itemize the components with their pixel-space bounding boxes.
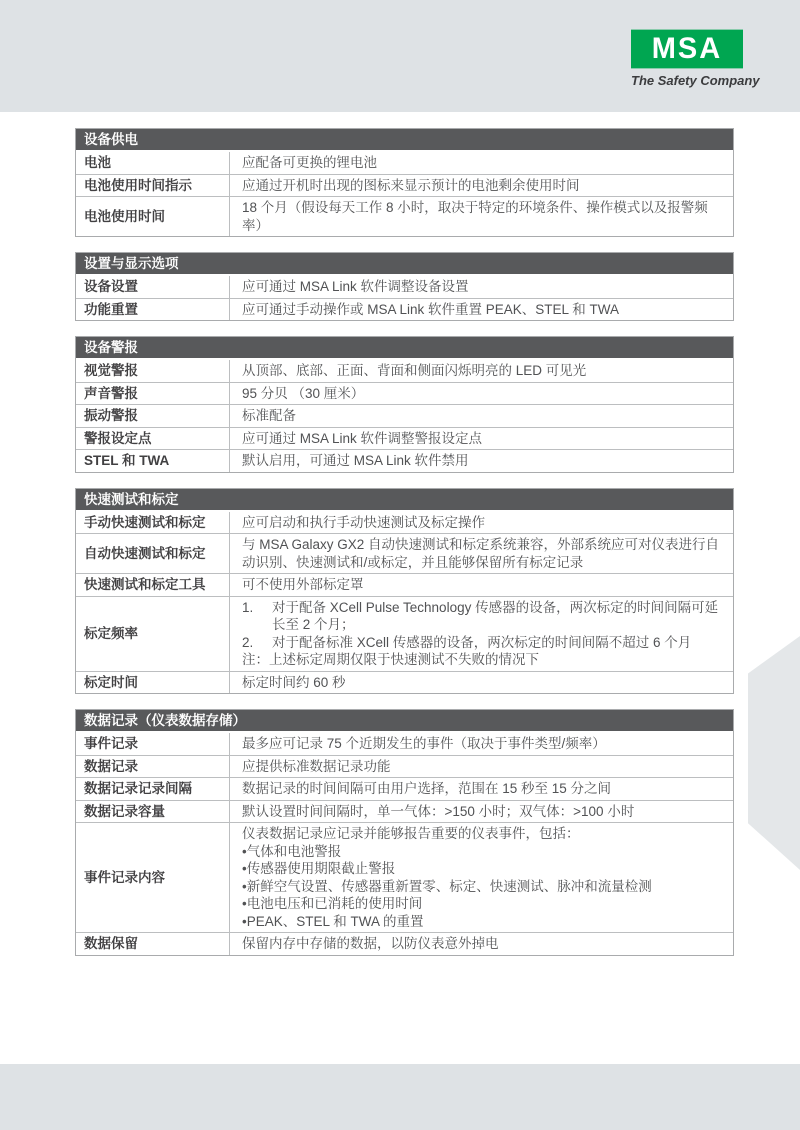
table-row [76,196,733,236]
msa-logo-mark [631,30,743,69]
row-value: 应可通过手动操作或 MSA Link 软件重置 PEAK、STEL 和 TWA [242,301,620,317]
table-row [76,533,733,573]
row-label: 电池使用时间指示 [76,175,230,197]
row-label: 设备设置 [76,276,230,298]
table-section-title: 快速测试和标定 [76,489,733,512]
row-value: 应配备可更换的锂电池 [242,155,377,170]
row-label: 数据记录记录间隔 [76,778,230,800]
bullet-item: •气体和电池警报 [242,843,342,859]
bullet-item: •PEAK、STEL 和 TWA 的重置 [242,913,424,929]
row-value: 应通过开机时出现的图标来显示预计的电池剩余使用时间 [242,177,580,193]
table-row [76,404,733,427]
row-label: 振动警报 [76,405,230,427]
numbered-item [242,634,725,652]
table-row [76,671,733,694]
row-value: 标准配备 [242,408,296,423]
row-label: 手动快速测试和标定 [76,512,230,534]
item-number: 1. [242,599,254,615]
row-label: 电池 [76,152,230,174]
row-label: 事件记录 [76,733,230,755]
table-row [76,932,733,955]
table-row [76,596,733,671]
spec-table [75,336,734,473]
table-section-title: 设备警报 [76,337,733,360]
table-row [76,512,733,534]
row-label: 功能重置 [76,299,230,321]
table-row [76,777,733,800]
table-row [76,573,733,596]
table-row [76,360,733,382]
bottom-band-decoration [0,1064,800,1130]
top-band-decoration [0,0,800,112]
row-value: 应可通过 MSA Link 软件调整警报设定点 [242,430,483,446]
row-value: 默认设置时间间隔时，单一气体：>150 小时；双气体：>100 小时 [242,803,635,819]
row-value: 与 MSA Galaxy GX2 自动快速测试和标定系统兼容，外部系统应可对仪表进行自动识别、快速测试和/或标定，并且能够保留所有标定记录 [242,537,720,570]
numbered-item [242,599,725,634]
msa-logo [631,30,761,88]
row-value: 标定时间约 60 秒 [242,674,346,690]
spec-table [75,252,734,321]
item-number: 2. [242,634,254,650]
msa-logo-tagline: The Safety Company [631,73,760,88]
row-value: 应可通过 MSA Link 软件调整设备设置 [242,279,469,294]
row-label: 声音警报 [76,383,230,405]
row-label: 视觉警报 [76,360,230,382]
row-label: 数据记录 [76,756,230,778]
table-row [76,800,733,823]
row-value [230,597,733,671]
row-label: 警报设定点 [76,428,230,450]
row-value: 数据记录的时间间隔可由用户选择，范围在 15 秒至 15 分之间 [242,781,612,796]
bullet-item: •新鲜空气设置、传感器重新置零、标定、快速测试、脉冲和流量检测 [242,878,652,894]
row-value: 应可启动和执行手动快速测试及标定操作 [242,514,485,530]
bullet-item: •电池电压和已消耗的使用时间 [242,896,423,911]
row-label: 数据保留 [76,933,230,955]
table-row [76,822,733,932]
row-label: 自动快速测试和标定 [76,534,230,573]
table-row [76,382,733,405]
spec-table [75,128,734,237]
table-row [76,152,733,174]
row-label: 快速测试和标定工具 [76,574,230,596]
row-label: STEL 和 TWA [76,450,230,472]
row-label: 电池使用时间 [76,197,230,236]
table-row [76,733,733,755]
table-section-title: 数据记录（仪表数据存储） [76,710,733,733]
table-row [76,755,733,778]
chevron-decoration [748,636,800,870]
item-text: 对于配备标准 XCell 传感器的设备，两次标定的时间间隔不超过 6 个月 [272,634,692,650]
row-label: 数据记录容量 [76,801,230,823]
row-value: 18 个月（假设每天工作 8 小时，取决于特定的环境条件、操作模式以及报警频率） [242,200,708,233]
row-value: 95 分贝 （30 厘米） [242,385,365,401]
row-label: 标定频率 [76,597,230,671]
tables-container [75,128,734,971]
msa-logo-text: MSA [651,32,723,65]
row-value: 最多应可记录 75 个近期发生的事件（取决于事件类型/频率） [242,736,606,751]
spec-table [75,709,734,956]
table-row [76,298,733,321]
table-section-title: 设置与显示选项 [76,253,733,276]
row-value: 从顶部、底部、正面、背面和侧面闪烁明亮的 LED 可见光 [242,363,587,378]
table-row [76,449,733,472]
row-value: 应提供标准数据记录功能 [242,758,391,774]
row-value: 保留内存中存储的数据，以防仪表意外掉电 [242,936,499,951]
item-note: 注：上述标定周期仅限于快速测试不失败的情况下 [242,652,539,667]
table-section-title: 设备供电 [76,129,733,152]
row-label: 标定时间 [76,672,230,694]
spec-table [75,488,734,695]
bullet-item: •传感器使用期限截止警报 [242,861,396,876]
row-value: 可不使用外部标定罩 [242,577,364,592]
row-label: 事件记录内容 [76,823,230,932]
row-value [230,823,733,932]
table-row [76,427,733,450]
table-row [76,174,733,197]
bullet-intro: 仪表数据记录应记录并能够报告重要的仪表事件，包括： [242,826,580,841]
row-value: 默认启用，可通过 MSA Link 软件禁用 [242,453,469,468]
item-text: 对于配备 XCell Pulse Technology 传感器的设备，两次标定的时间间隔可延长至 2 个月； [272,599,719,632]
table-row [76,276,733,298]
